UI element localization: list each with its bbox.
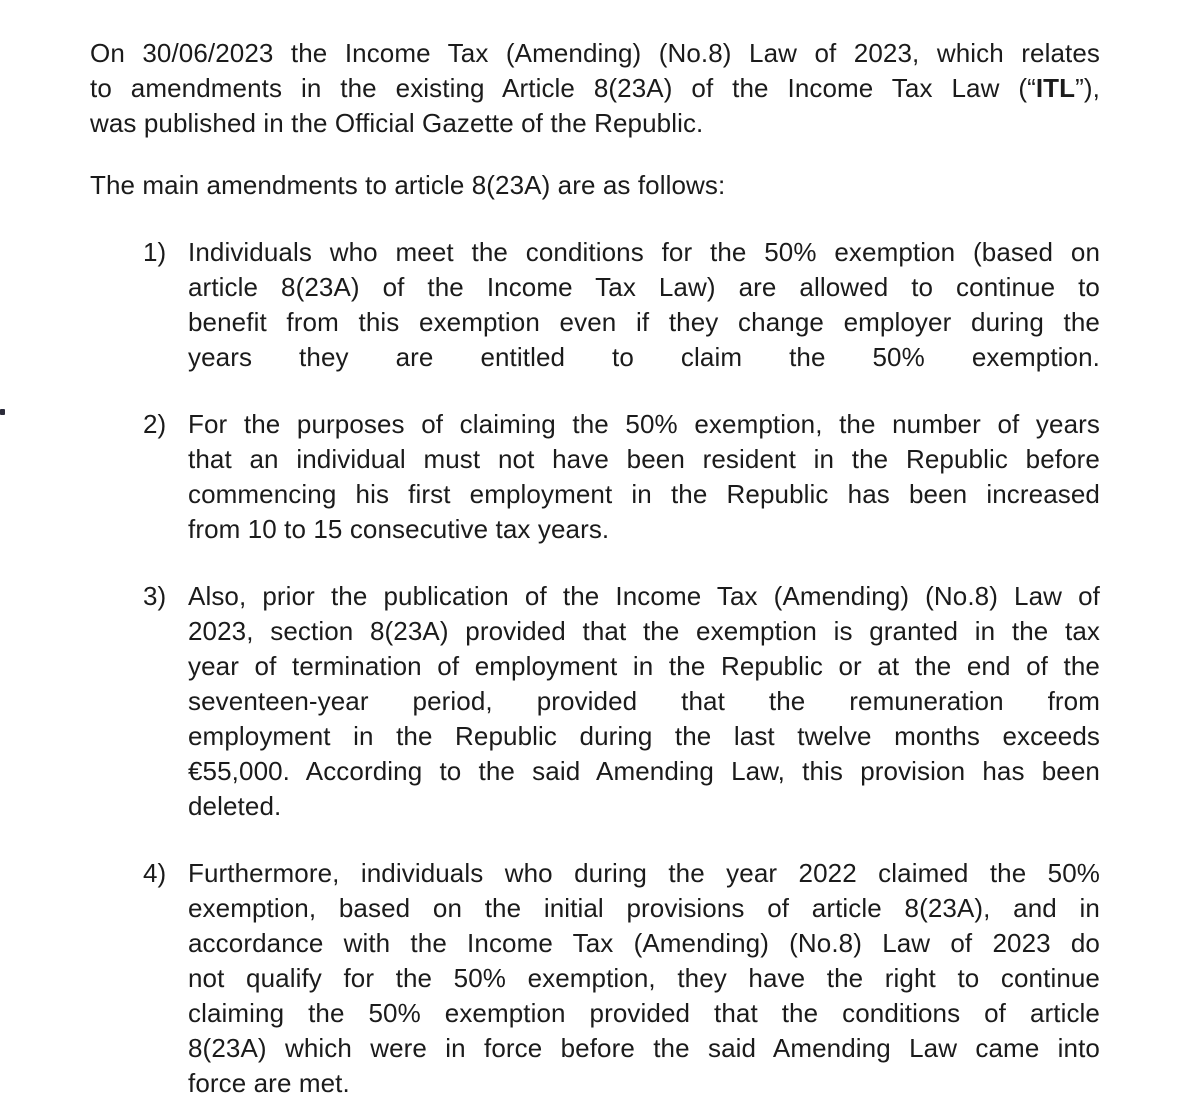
text-line: commencing his first employment in the Republic has been increased xyxy=(188,479,1100,509)
text-line: Also, prior the publication of the Income Tax (Amending) (No.8) Law of xyxy=(188,581,1100,611)
text-line: 2023, section 8(23A) provided that the exemption is granted in the tax xyxy=(188,616,1100,646)
text-line: deleted. xyxy=(188,791,282,821)
itl-abbreviation: ITL xyxy=(1035,73,1076,103)
text-line: claiming the 50% exemption provided that the conditions of article xyxy=(188,998,1100,1028)
text-line: The main amendments to article 8(23A) are as follows: xyxy=(90,170,726,200)
text-segment: to amendments in the existing Article 8(23A) of the Income Tax Law (“ xyxy=(90,73,1036,103)
text-line: For the purposes of claiming the 50% exemption, the number of years xyxy=(188,409,1100,439)
list-item-2 xyxy=(90,407,1100,547)
text-line: On 30/06/2023 the Income Tax (Amending) (No.8) Law of 2023, which relates xyxy=(90,38,1100,68)
amendments-list xyxy=(90,235,1100,1101)
list-item-text xyxy=(188,235,1100,375)
text-line: accordance with the Income Tax (Amending) (No.8) Law of 2023 do xyxy=(188,928,1100,958)
list-item-text xyxy=(188,407,1100,547)
list-marker-1: 1) xyxy=(143,237,167,267)
list-marker-2: 2) xyxy=(143,409,167,439)
text-line: Furthermore, individuals who during the year 2022 claimed the 50% xyxy=(188,858,1100,888)
text-line: €55,000. According to the said Amending Law, this provision has been xyxy=(188,756,1100,786)
text-line xyxy=(90,71,1100,106)
list-item-text xyxy=(188,579,1100,824)
text-line: from 10 to 15 consecutive tax years. xyxy=(188,514,610,544)
list-item-text xyxy=(188,856,1100,1101)
text-line: employment in the Republic during the last twelve months exceeds xyxy=(188,721,1100,751)
document-content xyxy=(90,36,1100,1101)
intro-paragraph xyxy=(90,36,1100,141)
text-line: benefit from this exemption even if they change employer during the xyxy=(188,307,1100,337)
edge-artifact-mark xyxy=(0,409,5,415)
list-marker-4: 4) xyxy=(143,858,167,888)
list-item-3 xyxy=(90,579,1100,824)
list-item-1 xyxy=(90,235,1100,375)
text-line: that an individual must not have been resident in the Republic before xyxy=(188,444,1100,474)
text-line: year of termination of employment in the Republic or at the end of the xyxy=(188,651,1100,681)
text-line: article 8(23A) of the Income Tax Law) are allowed to continue to xyxy=(188,272,1100,302)
text-line: was published in the Official Gazette of the Republic. xyxy=(90,108,704,138)
list-item-4 xyxy=(90,856,1100,1101)
text-line: years they are entitled to claim the 50% exemption. xyxy=(188,342,1100,372)
text-line: force are met. xyxy=(188,1068,350,1098)
text-line: 8(23A) which were in force before the said Amending Law came into xyxy=(188,1033,1100,1063)
text-line: seventeen-year period, provided that the remuneration from xyxy=(188,686,1100,716)
text-line: exemption, based on the initial provisions of article 8(23A), and in xyxy=(188,893,1100,923)
text-segment: ”), xyxy=(1075,73,1100,103)
text-line: Individuals who meet the conditions for the 50% exemption (based on xyxy=(188,237,1100,267)
text-line: not qualify for the 50% exemption, they have the right to continue xyxy=(188,963,1100,993)
lead-paragraph xyxy=(90,168,1100,203)
list-marker-3: 3) xyxy=(143,581,167,611)
